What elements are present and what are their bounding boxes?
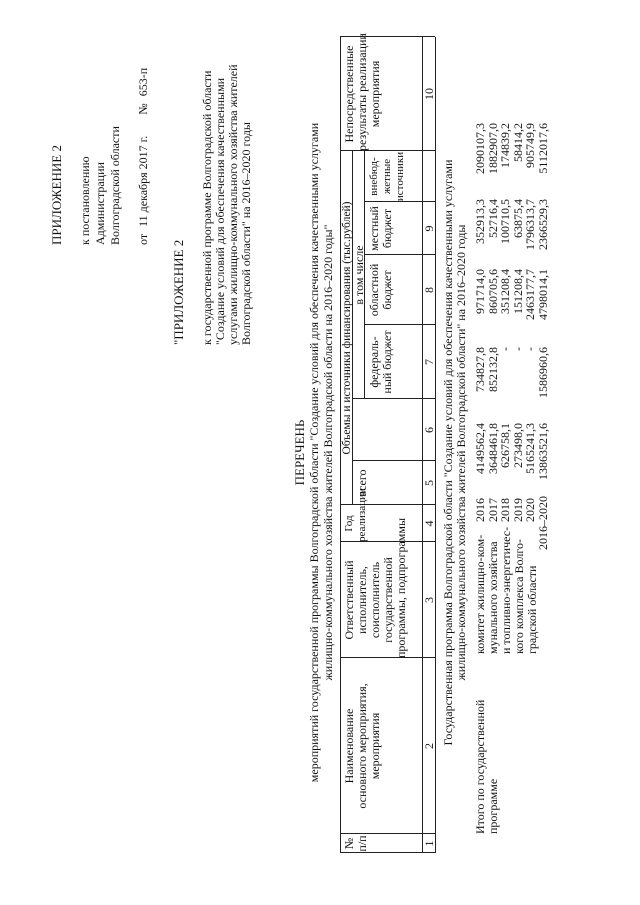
header-year: Год реализации	[343, 488, 368, 542]
row-total: 4149562,4 3648461,8 626758,1 273498,0 5165241,3 13863521,6	[473, 423, 550, 480]
header-extra: внебюд- жетные источники	[368, 151, 406, 202]
inner-appendix-line-2: "Создание условий для обеспечения качественными	[213, 77, 227, 345]
col-number: 8	[422, 287, 436, 293]
col-number: 7	[422, 359, 436, 365]
col-number: 4	[422, 520, 436, 527]
col-number: 2	[422, 743, 436, 749]
appendix-line-3: Волгоградской области	[108, 126, 122, 245]
header-no: № п/п	[342, 835, 369, 852]
section-title-line-2: жилищно-коммунального хозяйства жителей Волгоградской области" на 2016–2020 годы	[454, 224, 468, 681]
col-number: 6	[422, 427, 436, 433]
appendix-line-1: к постановлению	[78, 156, 92, 245]
row-years: 2016 2017 2018 2019 2020 2016–2020	[473, 496, 550, 550]
header-executor: Ответственный исполнитель, соисполнитель государственной программы, подпрограммы	[342, 517, 408, 658]
date-prefix: от	[136, 233, 150, 245]
number-prefix: №	[136, 103, 150, 115]
col-number: 1	[422, 840, 436, 847]
row-local: 352913,3 52716,4 100710,5 63875,4 1796313,7 2366529,3	[473, 199, 550, 250]
header-local: местный бюджет	[367, 206, 394, 251]
appendix-title: ПРИЛОЖЕНИЕ 2	[49, 145, 64, 245]
header-total: всего	[355, 469, 369, 497]
appendix-date-line	[136, 68, 150, 245]
header-including: в том числе	[352, 245, 366, 305]
number-value: 653-п	[136, 67, 150, 97]
inner-appendix-line-1: к государственной программе Волгоградской области	[200, 70, 214, 345]
document-title: ПЕРЕЧЕНЬ	[292, 419, 307, 486]
row-extra: 2090107,3 1882907,0 174839,2 58414,2 905749,9 5112017,6	[473, 123, 550, 174]
date-value: 11 декабря 2017 г.	[136, 135, 150, 227]
row-name: Итого по государственной программе	[473, 699, 500, 834]
row-regional: 971714,0 860705,6 351208,4 151208,4 2463177,7 4798014,1	[473, 269, 550, 320]
col-number: 9	[422, 225, 436, 232]
col-number: 10	[422, 88, 436, 100]
document-subtitle-line-2: жилищно-коммунального хозяйства жителей Волгоградской области на 2016–2020 годы"	[321, 224, 335, 681]
inner-appendix-title: "ПРИЛОЖЕНИЕ 2	[171, 239, 186, 345]
col-number: 3	[422, 597, 436, 603]
row-federal: 734827,8 852132,8 - - - 1586960,6	[473, 347, 550, 398]
header-federal: федераль- ный бюджет	[367, 330, 394, 394]
row-executor: комитет жилищно-ком- мунального хозяйства и топливно-энергетичес- кого комплекса Волго- градской области	[473, 526, 539, 654]
inner-appendix-line-3: услугами жилищно-коммунального хозяйства жителей	[226, 64, 240, 345]
inner-appendix-line-4: Волгоградской области" на 2016–2020 годы	[239, 122, 253, 345]
header-funding: Объемы и источники финансирования (тыс.рублей)	[341, 201, 353, 455]
section-title-line-1: Государственная программа Волгоградской области "Создание условий для обеспечения качественными услугами	[441, 159, 455, 746]
col-number: 5	[422, 480, 436, 486]
header-regional: областной бюджет	[367, 263, 394, 317]
document-subtitle-line-1: мероприятий государственной программы Волгоградской области "Создание условий для обеспечения качественными услугами	[307, 122, 321, 783]
header-name: Наименование основного мероприятия, мероприятия	[342, 683, 382, 809]
appendix-line-2: Администрации	[93, 162, 107, 245]
header-results: Непосредственные результаты реализации мероприятия	[342, 33, 382, 151]
